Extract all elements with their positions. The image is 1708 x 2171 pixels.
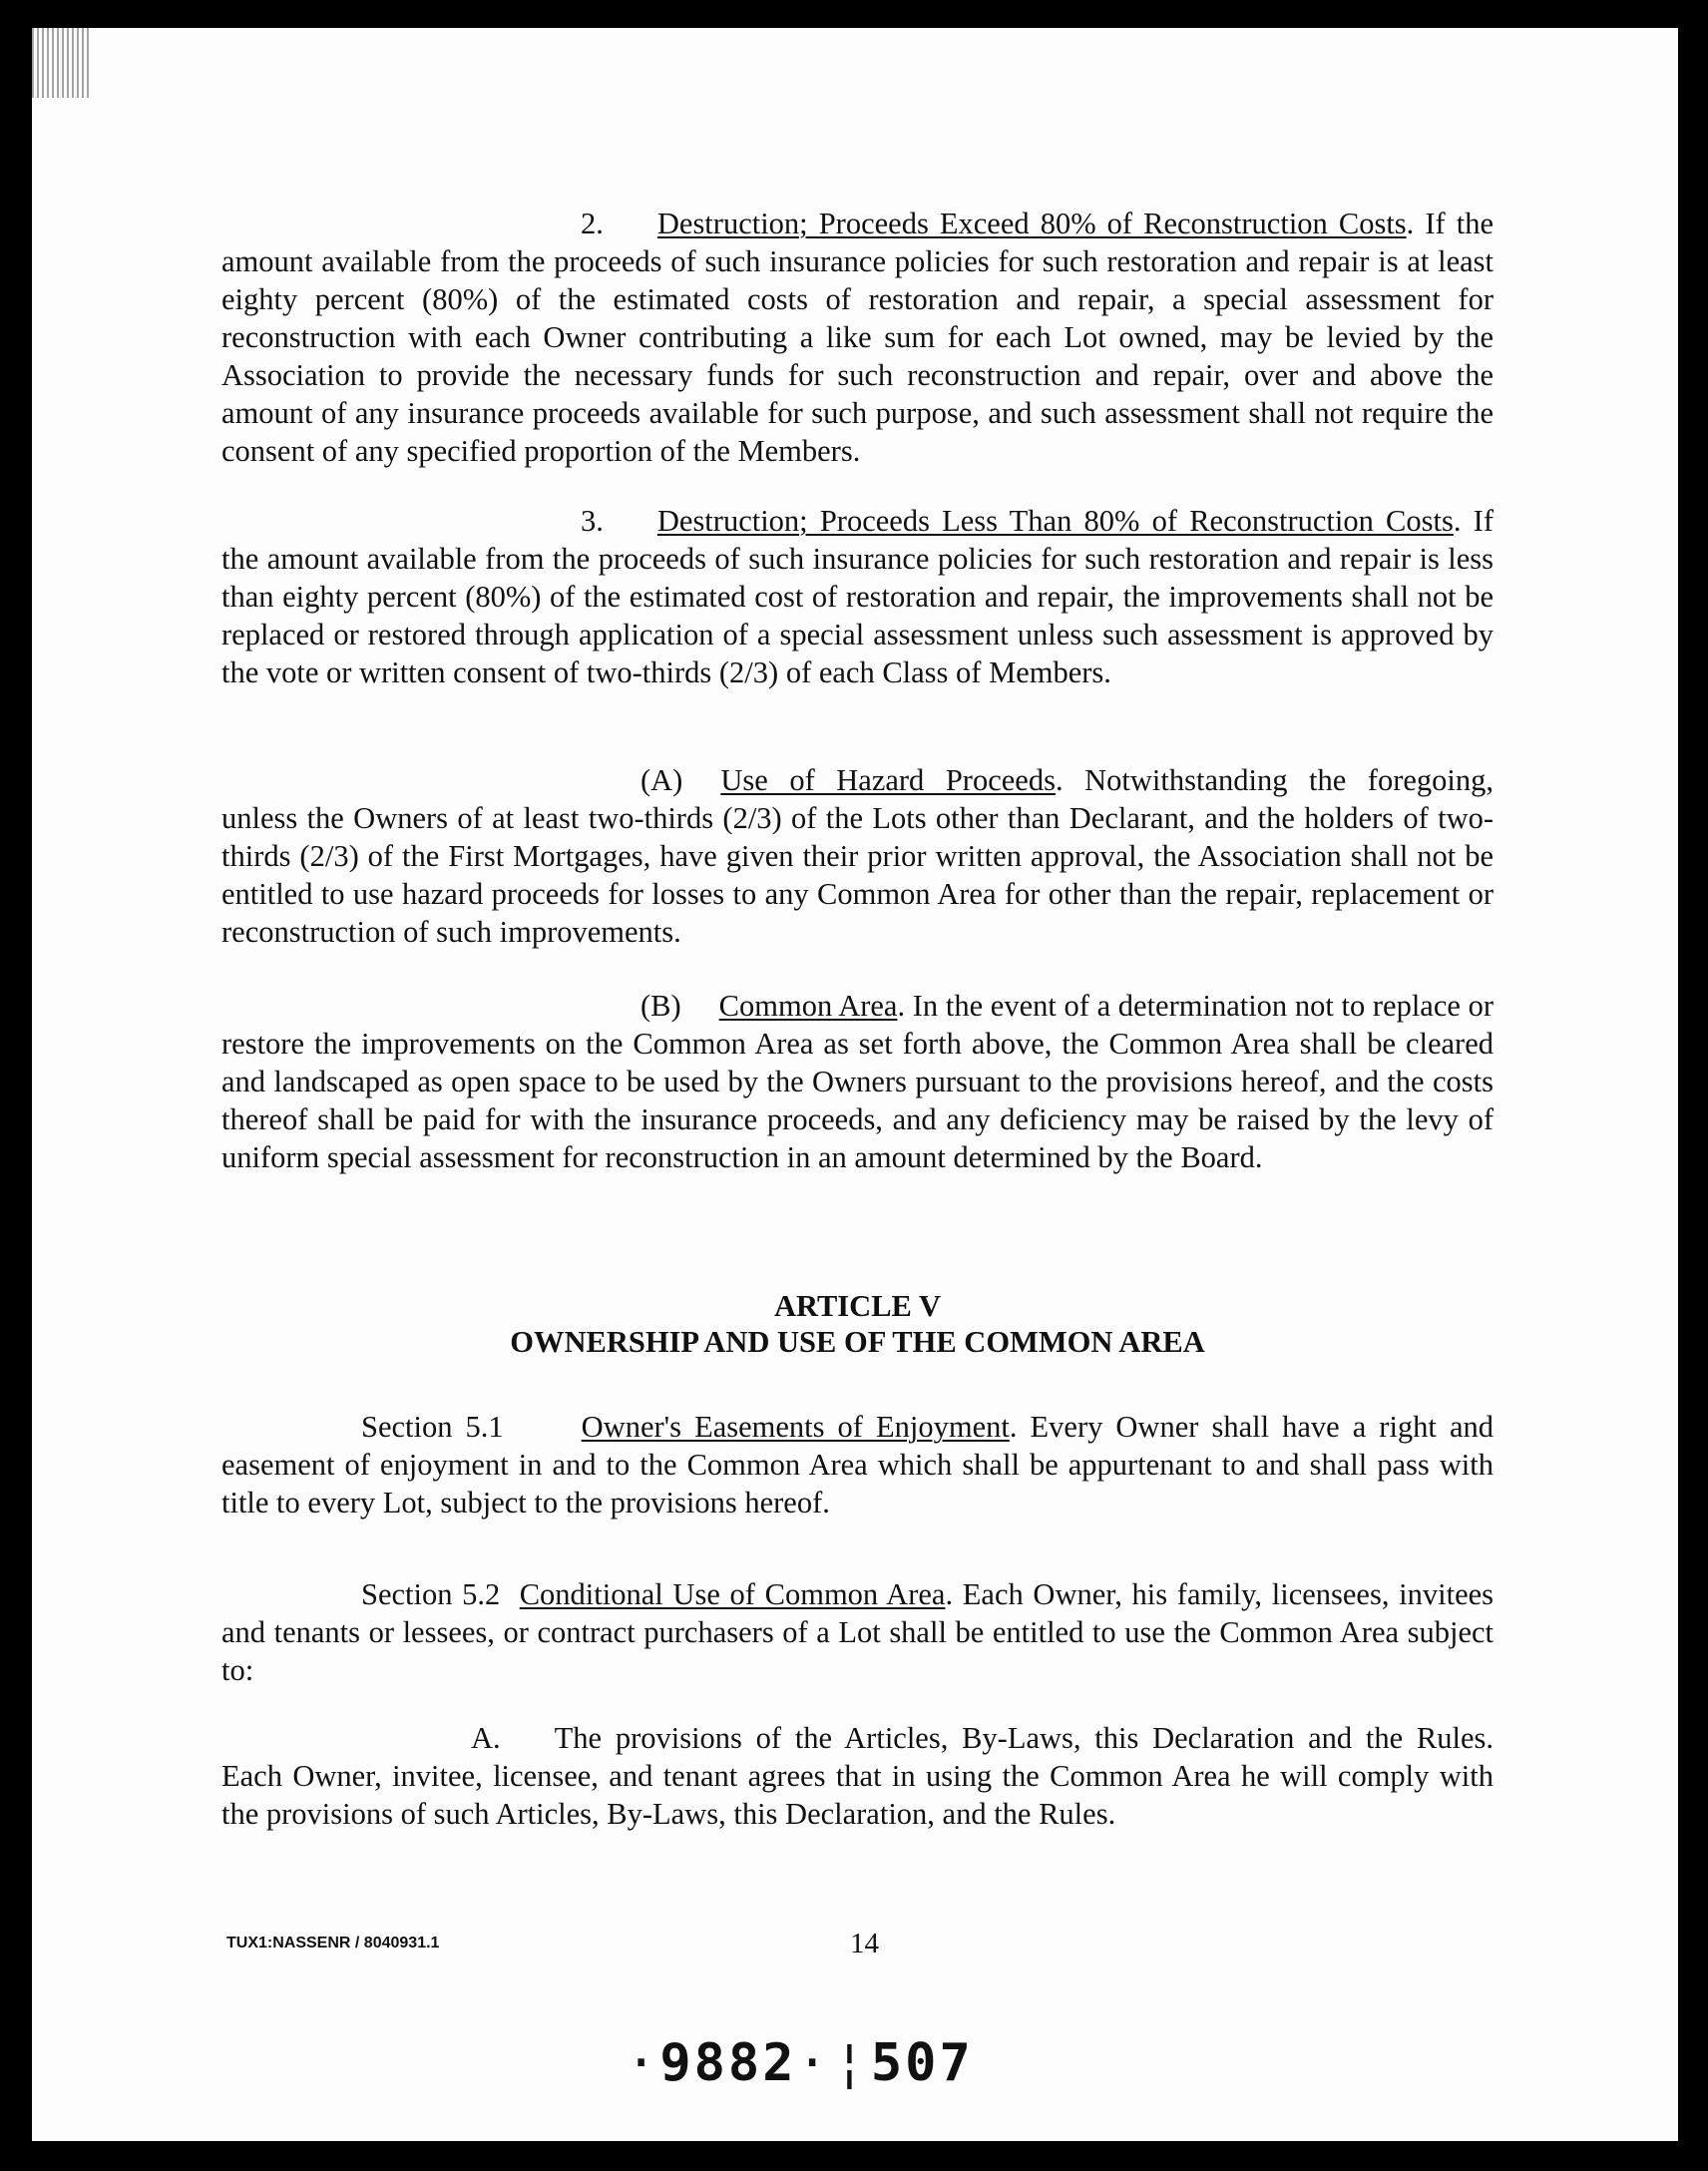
paragraph-2: 2. Destruction; Proceeds Exceed 80% of Reconstruction Costs. If the amount available from the proceeds of such insurance policies for such restoration and repair is at least eighty percent (80%) of the estimated costs of restoration and repair, a special assessment for reconstruction with each Owner contributing a like sum for each Lot owned, may be levied by the Association to provide the necessary funds for such reconstruction and repair, over and above the amount of any insurance proceeds available for such purpose, and such assessment shall not require the consent of any specified proportion of the Members. — [221, 207, 1494, 468]
stamp-separator: ¦ — [833, 2033, 869, 2093]
document-page — [32, 28, 1678, 2141]
paragraph-2-title: Destruction; Proceeds Exceed 80% of Reconstruction Costs — [656, 207, 1407, 240]
subparagraph-a-label: (A) — [640, 763, 683, 797]
recording-stamp: ·9882·¦507 — [626, 2033, 974, 2093]
paragraph-3-number: 3. — [581, 504, 604, 538]
paragraph-3-text: If the amount available from the proceeds of such insurance policies for such restoration and repair is less than eighty percent (80%) of the estimated cost of restoration and repair, the improvements shall not be replaced or restored through application of a special assessment unless such assessment is approved by the vote or written consent of two-thirds (2/3) of each Class of Members. — [221, 504, 1494, 689]
item-a-label: A. — [471, 1721, 501, 1755]
paragraph-2-number: 2. — [581, 207, 604, 240]
article-title: OWNERSHIP AND USE OF THE COMMON AREA — [510, 1325, 1205, 1359]
section-5-1-text: Every Owner shall have a right and easement of enjoyment in and to the Common Area which shall be appurtenant to and shall pass with title to every Lot, subject to the provisions hereof. — [221, 1410, 1494, 1520]
page-number: 14 — [850, 1928, 879, 1959]
paragraph-3: 3. Destruction; Proceeds Less Than 80% of Reconstruction Costs. If the amount available from the proceeds of such insurance policies for such restoration and repair is less than eighty percent (80%) of the estimated cost of restoration and repair, the improvements shall not be replaced or restored through application of a special assessment unless such assessment is approved by the vote or written consent of two-thirds (2/3) of each Class of Members. — [221, 504, 1494, 689]
paragraph-2-text: If the amount available from the proceeds of such insurance policies for such restoration and repair is at least eighty percent (80%) of the estimated costs of restoration and repair, a special assessment for reconstruction with each Owner contributing a like sum for each Lot owned, may be levied by the Association to provide the necessary funds for such reconstruction and repair, over and above the amount of any insurance proceeds available for such purpose, and such assessment shall not require the consent of any specified proportion of the Members. — [221, 207, 1494, 468]
subparagraph-a: (A) Use of Hazard Proceeds. Notwithstanding the foregoing, unless the Owners of at least two-thirds (2/3) of the Lots other than Declarant, and the holders of two-thirds (2/3) of the First Mortgages, have given their prior written approval, the Association shall not be entitled to use hazard proceeds for losses to any Common Area for other than the repair, replacement or reconstruction of such improvements. — [221, 763, 1494, 949]
subparagraph-a-text: Notwithstanding the foregoing, unless the Owners of at least two-thirds (2/3) of the Lots other than Declarant, and the holders of two-thirds (2/3) of the First Mortgages, have given their prior written approval, the Association shall not be entitled to use hazard proceeds for losses to any Common Area for other than the repair, replacement or reconstruction of such improvements. — [221, 763, 1494, 949]
subparagraph-b-title: Common Area — [718, 989, 898, 1023]
section-5-2-title: Conditional Use of Common Area — [519, 1577, 946, 1611]
item-a — [221, 1719, 1494, 1833]
stamp-book: 9882 — [659, 2033, 797, 2093]
section-5-2-text: Each Owner, his family, licensees, invitees and tenants or lessees, or contract purchasers of a Lot shall be entitled to use the Common Area subject to: — [221, 1577, 1494, 1687]
scan-artifact — [32, 28, 92, 98]
section-5-1-title: Owner's Easements of Enjoyment — [581, 1410, 1010, 1444]
item-a-text: The provisions of the Articles, By-Laws, this Declaration and the Rules. Each Owner, invitee, licensee, and tenant agrees that in using the Common Area he will comply with the provisions of such Articles, By-Laws, this Declaration, and the Rules. — [221, 1721, 1494, 1831]
subparagraph-b-label: (B) — [640, 989, 681, 1023]
paragraph-3-title: Destruction; Proceeds Less Than 80% of Reconstruction Costs — [656, 504, 1454, 538]
section-5-2: Section 5.2 Conditional Use of Common Area. Each Owner, his family, licensees, invitees and tenants or lessees, or contract purchasers of a Lot shall be entitled to use the Common Area subject to: — [221, 1577, 1494, 1687]
section-5-1: Section 5.1 Owner's Easements of Enjoyment. Every Owner shall have a right and easement of enjoyment in and to the Common Area which shall be appurtenant to and shall pass with title to every Lot, subject to the provisions hereof. — [221, 1410, 1494, 1520]
article-number: ARTICLE V — [773, 1289, 941, 1323]
subparagraph-b-text: In the event of a determination not to replace or restore the improvements on the Common Area as set forth above, the Common Area shall be cleared and landscaped as open space to be used by the Owners pursuant to the provisions hereof, and the costs thereof shall be paid for with the insurance proceeds, and any deficiency may be raised by the levy of uniform special assessment for reconstruction in an amount determined by the Board. — [221, 989, 1494, 1174]
subparagraph-b: (B) Common Area. In the event of a determination not to replace or restore the improvements on the Common Area as set forth above, the Common Area shall be cleared and landscaped as open space to be used by the Owners pursuant to the provisions hereof, and the costs thereof shall be paid for with the insurance proceeds, and any deficiency may be raised by the levy of uniform special assessment for reconstruction in an amount determined by the Board. — [221, 989, 1494, 1174]
section-5-2-label: Section 5.2 — [361, 1577, 501, 1611]
stamp-page: 507 — [870, 2033, 974, 2093]
section-5-1-label: Section 5.1 — [361, 1410, 504, 1444]
document-code: TUX1:NASSENR / 8040931.1 — [226, 1935, 440, 1952]
subparagraph-a-title: Use of Hazard Proceeds — [720, 763, 1056, 797]
